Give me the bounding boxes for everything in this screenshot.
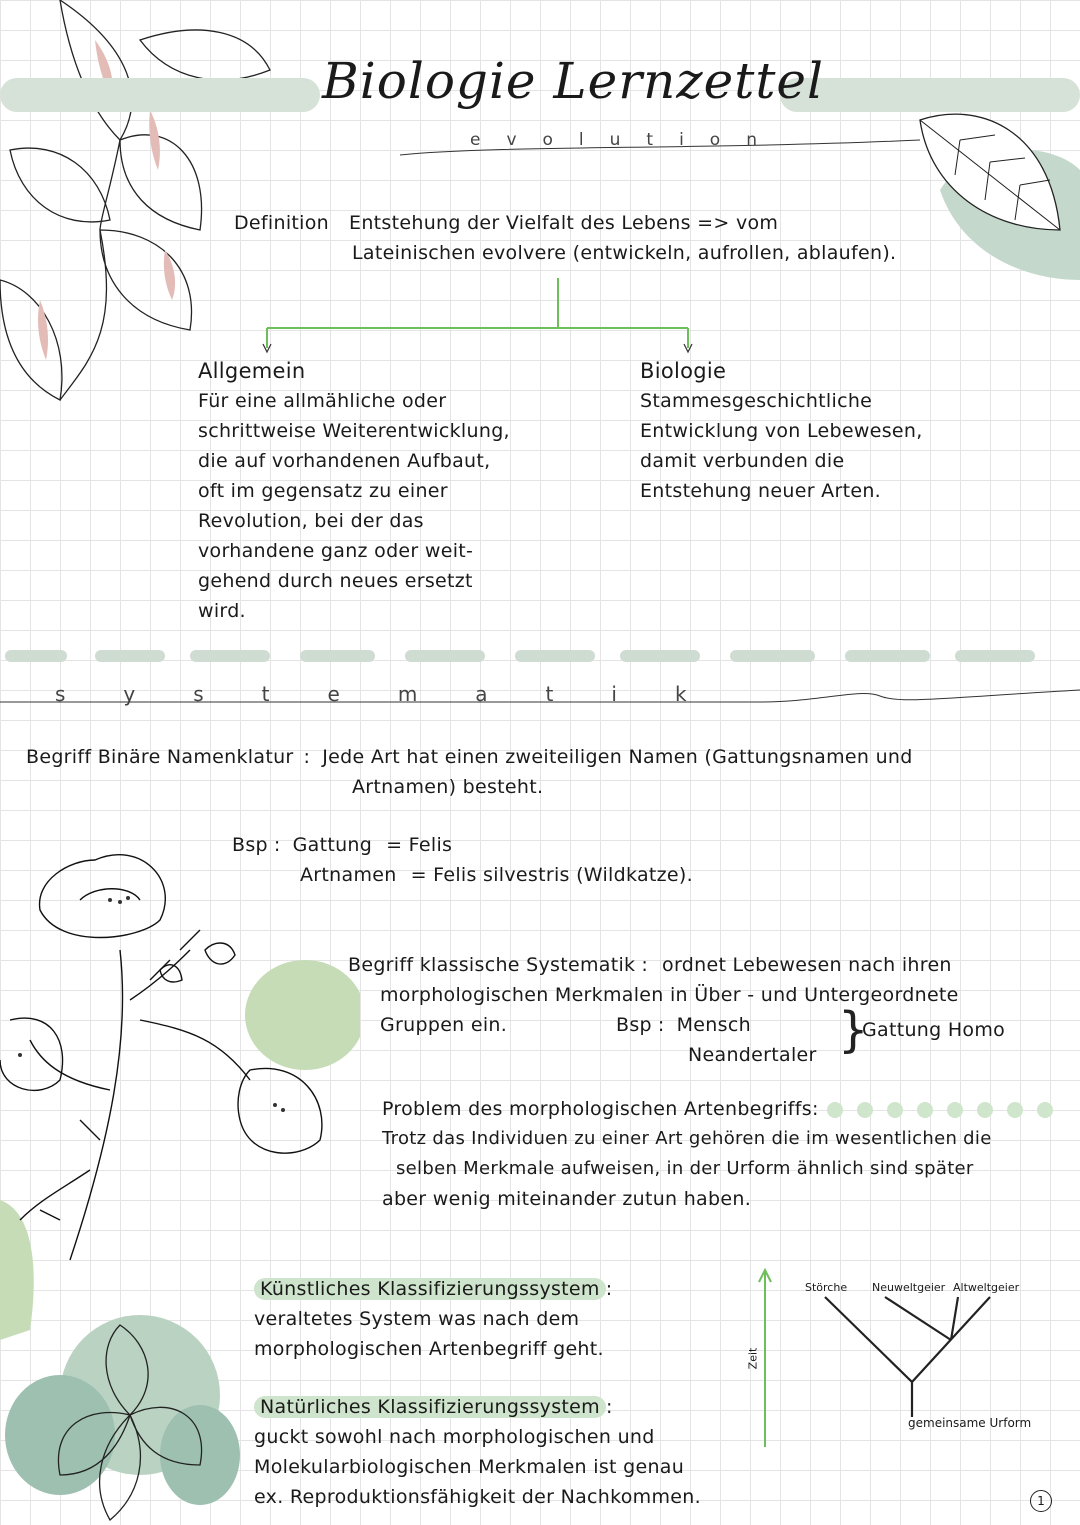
page-number bbox=[1030, 1490, 1052, 1512]
allgemein-title: Allgemein bbox=[198, 359, 306, 383]
page-title: Biologie Lernzettel bbox=[322, 52, 825, 110]
klassisch-line-2: morphologischen Merkmalen in Über - und Untergeordnete bbox=[380, 984, 959, 1006]
divider-dash bbox=[95, 650, 165, 662]
divider-dash bbox=[190, 650, 270, 662]
klassisch-bsp-label: Bsp bbox=[616, 1014, 652, 1036]
klassisch-bsp-2: Neandertaler bbox=[688, 1044, 817, 1066]
binaer-line-1: Jede Art hat einen zweiteiligen Namen (Gattungsnamen und bbox=[322, 746, 913, 768]
beispiel-gattung-key: Gattung bbox=[292, 834, 373, 856]
binaer-label: Begriff Binäre Namenklatur bbox=[26, 746, 294, 768]
divider-dash bbox=[405, 650, 485, 662]
problem-line-3: aber wenig miteinander zutun haben. bbox=[382, 1188, 752, 1210]
allgemein-line: gehend durch neues ersetzt bbox=[198, 570, 473, 592]
klassisch-line-1: ordnet Lebewesen nach ihren bbox=[662, 954, 952, 976]
problem-line-2: selben Merkmale aufweisen, in der Urform ähnlich sind später bbox=[396, 1158, 974, 1179]
natuerlich-line-3: ex. Reproduktionsfähigkeit der Nachkommen. bbox=[254, 1486, 701, 1508]
beispiel-label: Bsp bbox=[232, 834, 268, 856]
allgemein-line: die auf vorhandenen Aufbaut, bbox=[198, 450, 491, 472]
definition-block bbox=[234, 208, 934, 268]
natuerlich-line-1: guckt sowohl nach morphologischen und bbox=[254, 1426, 655, 1448]
binaer-block: Begriff Binäre Namenklatur : Jede Art hat einen zweiteiligen Namen (Gattungsnamen und Artnamen) besteht. bbox=[26, 742, 1066, 802]
biologie-line: Stammesgeschichtliche bbox=[640, 390, 873, 412]
branch-arrows bbox=[255, 278, 715, 358]
allgemein-line: vorhandene ganz oder weit- bbox=[198, 540, 474, 562]
divider-dash bbox=[515, 650, 595, 662]
tree-axis-label: Zeit bbox=[746, 1347, 760, 1370]
subtitle-underline bbox=[400, 135, 920, 165]
allgemein-line: Für eine allmähliche oder bbox=[198, 390, 447, 412]
title-highlight-left bbox=[0, 78, 320, 112]
problem-dots bbox=[820, 1100, 1080, 1120]
allgemein-line: oft im gegensatz zu einer bbox=[198, 480, 448, 502]
brace: } bbox=[838, 1002, 869, 1058]
divider-dash bbox=[730, 650, 815, 662]
kuenstlich-line-1: veraltetes System was nach dem bbox=[254, 1308, 580, 1330]
beispiel-gattung-value: = Felis bbox=[386, 834, 453, 856]
biologie-block bbox=[640, 356, 980, 506]
page-number-value: 1 bbox=[1037, 1494, 1045, 1508]
divider-dash bbox=[5, 650, 67, 662]
beispiel-block: Bsp : Gattung = Felis Artnamen = Felis silvestris (Wildkatze). bbox=[232, 834, 693, 886]
divider-dash bbox=[300, 650, 375, 662]
divider-dash bbox=[620, 650, 700, 662]
tree-leaf-altweltgeier: Altweltgeier bbox=[953, 1281, 1020, 1294]
biologie-title: Biologie bbox=[640, 359, 727, 383]
section-title-systematik: systematik bbox=[55, 682, 745, 706]
allgemein-line: schrittweise Weiterentwicklung, bbox=[198, 420, 510, 442]
problem-block: Problem des morphologischen Artenbegriffs: Trotz das Individuen zu einer Art gehören die im wesentlichen die selben Merkmale aufweisen, in der Urform ähnlich sind später aber wenig miteinander zutun haben. bbox=[382, 1094, 1072, 1214]
tree-leaf-neuweltgeier: Neuweltgeier bbox=[872, 1281, 946, 1294]
tree-root-label: gemeinsame Urform bbox=[908, 1416, 1032, 1430]
page-subtitle: evolution bbox=[470, 130, 783, 150]
definition-label: Definition bbox=[234, 212, 330, 234]
klassisch-bsp-1: Mensch bbox=[676, 1014, 751, 1036]
divider-dash bbox=[955, 650, 1035, 662]
succulent-illustration bbox=[0, 1305, 240, 1525]
biologie-line: damit verbunden die bbox=[640, 450, 845, 472]
natuerlich-line-2: Molekularbiologischen Merkmalen ist genau bbox=[254, 1456, 685, 1478]
beispiel-art-key: Artnamen bbox=[300, 864, 397, 886]
klassisch-label: Begriff klassische Systematik bbox=[348, 954, 636, 976]
divider-dash bbox=[845, 650, 930, 662]
allgemein-block bbox=[198, 356, 538, 626]
definition-line-1: Entstehung der Vielfalt des Lebens => vom bbox=[349, 212, 779, 234]
problem-label: Problem des morphologischen Artenbegriffs bbox=[382, 1098, 812, 1120]
allgemein-line: Revolution, bei der das bbox=[198, 510, 424, 532]
klassisch-genus: Gattung Homo bbox=[862, 1019, 1006, 1041]
systematik-underline bbox=[0, 688, 1080, 718]
biologie-line: Entstehung neuer Arten. bbox=[640, 480, 882, 502]
allgemein-line: wird. bbox=[198, 600, 246, 622]
kuenstlich-block: Künstliches Klassifizierungssystem : veraltetes System was nach dem morphologischen Artenbegriff geht. bbox=[254, 1274, 674, 1364]
problem-line-1: Trotz das Individuen zu einer Art gehören die im wesentlichen die bbox=[382, 1128, 992, 1149]
biologie-line: Entwicklung von Lebewesen, bbox=[640, 420, 923, 442]
definition-line-2: Lateinischen evolvere (entwickeln, aufrollen, ablaufen). bbox=[352, 242, 897, 264]
klassisch-line-3: Gruppen ein. bbox=[380, 1014, 508, 1036]
klassisch-block: Begriff klassische Systematik : ordnet Lebewesen nach ihren morphologischen Merkmalen in Über - und Untergeordnete Gruppen ein. Bsp : Mensch Neandertaler bbox=[348, 950, 1068, 1070]
title-highlight-right bbox=[780, 78, 1080, 112]
natuerlich-label: Natürliches Klassifizierungssystem bbox=[254, 1396, 606, 1418]
tree-leaf-stoerche: Störche bbox=[805, 1281, 848, 1294]
beispiel-art-value: = Felis silvestris (Wildkatze). bbox=[410, 864, 693, 886]
binaer-line-2: Artnamen) besteht. bbox=[352, 776, 544, 798]
kuenstlich-label: Künstliches Klassifizierungssystem bbox=[254, 1278, 606, 1300]
natuerlich-block: Natürliches Klassifizierungssystem : guckt sowohl nach morphologischen und Molekularbiologischen Merkmalen ist genau ex. Reproduktionsfähigkeit der Nachkommen. bbox=[254, 1392, 754, 1512]
kuenstlich-line-2: morphologischen Artenbegriff geht. bbox=[254, 1338, 604, 1360]
